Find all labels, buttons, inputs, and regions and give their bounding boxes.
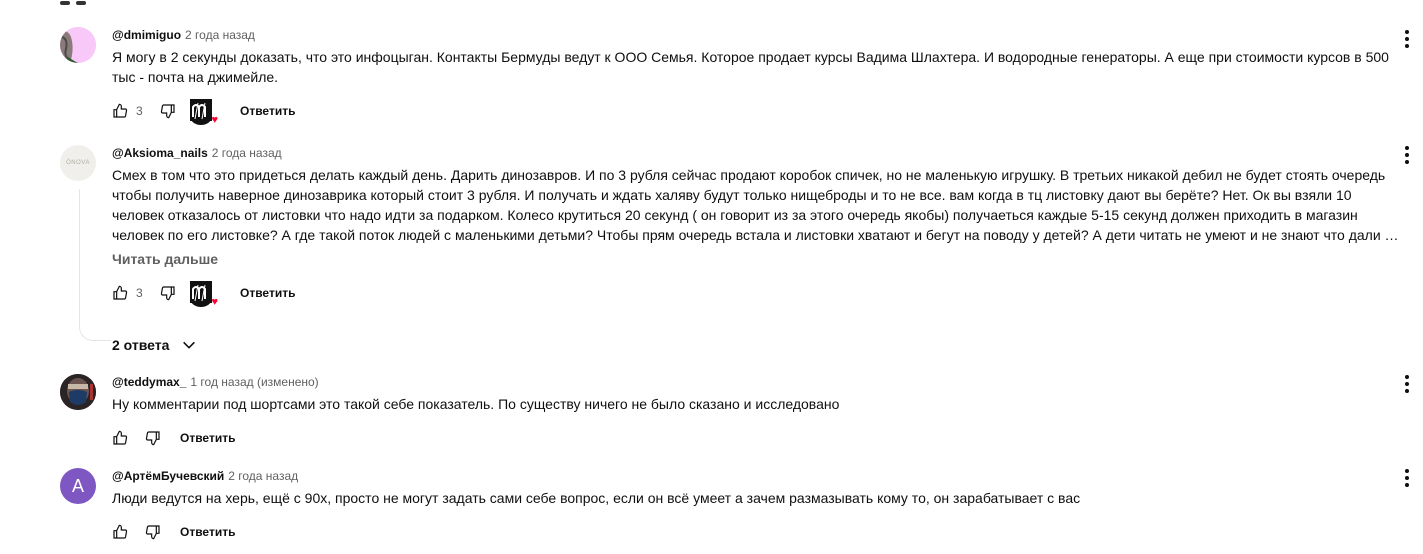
comment-text: Смех в том что это придеться делать каждый день. Дарить динозавров. И по 3 рубля сейчас продают коробок спичек, но не маленькую игрушку. В третьих никакой дебил не будет стоять очередь чтобы получить наверное динозаврика который стоит 3 рубля. И получать и ждать халяву будут только нищеброды и то не все. вам когда в тц листовку дают вы берёте? Нет. Ок вы взяли 10 человек отказалось от листовки что надо идти за подарком. Колесо крутиться 20 секунд ( он говорит из за этого очередь якобы) получаеться каждые 5-15 секунд должен приходить в магазин человек по его листовке? А где такой поток людей с маленькими детьми? Чтобы прям очередь встала и листовки хватают и бегут на поводу у детей? А дети читать не умеют и не знают что дали … <box>112 167 1399 243</box>
thumbs-down-icon <box>145 430 161 446</box>
comment-text: Ну комментарии под шортсами это такой себе показатель. По существу ничего не было сказано и исследовано <box>112 396 840 412</box>
like-button[interactable] <box>112 103 128 119</box>
comment-timestamp[interactable]: 1 год назад (изменено) <box>190 375 319 389</box>
thumbs-up-icon <box>112 103 128 119</box>
thumbs-up-icon <box>112 285 128 301</box>
comment-thread <box>60 145 1423 355</box>
reply-button[interactable]: Ответить <box>240 286 296 300</box>
dislike-button[interactable] <box>145 524 161 540</box>
avatar-logo-text: ÓNOVA <box>66 160 90 166</box>
avatar[interactable] <box>60 374 96 410</box>
creator-avatar <box>190 108 212 125</box>
more-vert-icon <box>1405 375 1409 379</box>
thumbs-up-icon <box>112 524 128 540</box>
thumbs-down-icon <box>160 285 176 301</box>
creator-heart-badge <box>190 281 218 308</box>
comment-thread <box>60 374 1423 454</box>
replies-count-label: 2 ответа <box>112 337 170 353</box>
more-vert-icon <box>1405 146 1409 150</box>
reply-button[interactable]: Ответить <box>240 104 296 118</box>
comment-author[interactable]: @dmimiguo <box>112 28 182 42</box>
comment-text: Я могу в 2 секунды доказать, что это инфоцыган. Контакты Бермуды ведут к ООО Семья. Которое продает курсы Вадима Шлахтера. И водородные генераторы. А еще при стоимости курсов в 500 тыс - почта на джимейле. <box>112 49 1389 85</box>
like-count: 3 <box>136 286 143 300</box>
thumbs-down-icon <box>160 103 176 119</box>
comment-thread <box>60 468 1423 548</box>
heart-icon: ♥ <box>211 296 218 308</box>
chevron-down-icon <box>181 337 197 353</box>
creator-heart-badge <box>190 99 218 126</box>
like-button[interactable] <box>112 285 128 301</box>
comment-author[interactable]: @Aksioma_nails <box>112 146 208 160</box>
comment-actions <box>112 520 1401 544</box>
reply-button[interactable]: Ответить <box>180 525 236 539</box>
reply-button[interactable]: Ответить <box>180 431 236 445</box>
thumbs-down-icon <box>145 524 161 540</box>
more-vert-icon <box>1405 30 1409 34</box>
comment-timestamp[interactable]: 2 года назад <box>228 469 299 483</box>
more-actions-button[interactable] <box>1399 27 1415 51</box>
like-button[interactable] <box>112 430 128 446</box>
thumbs-up-icon <box>112 430 128 446</box>
like-button[interactable] <box>112 524 128 540</box>
comment-timestamp[interactable]: 2 года назад <box>185 28 255 42</box>
avatar[interactable] <box>60 27 96 63</box>
truncated-header-fragment <box>60 0 120 2</box>
heart-icon: ♥ <box>211 114 218 126</box>
dislike-button[interactable] <box>145 430 161 446</box>
dislike-button[interactable] <box>160 285 176 301</box>
comment-thread <box>60 27 1423 127</box>
creator-avatar <box>190 290 212 307</box>
comment-timestamp[interactable]: 2 года назад <box>211 146 282 160</box>
more-actions-button[interactable] <box>1399 143 1415 167</box>
like-count: 3 <box>136 104 143 118</box>
show-replies-button[interactable] <box>112 335 197 355</box>
comment-actions <box>112 281 1401 308</box>
profile-photo-icon <box>60 27 96 63</box>
more-vert-icon <box>1405 469 1409 473</box>
comment-author[interactable]: @teddymax_ <box>112 375 187 389</box>
read-more-button[interactable]: Читать дальше <box>112 251 219 267</box>
avatar[interactable] <box>60 468 96 504</box>
comment-actions <box>112 426 1401 450</box>
thread-connector-line <box>79 189 111 341</box>
avatar[interactable] <box>60 145 96 181</box>
profile-photo-icon <box>60 374 96 410</box>
comment-actions <box>112 99 1401 126</box>
comment-author[interactable]: @АртёмБучевский <box>112 469 225 483</box>
comment-text: Люди ведутся на херь, ещё с 90х, просто не могут задать сами себе вопрос, если он всё умеет а зачем размазывать кому то, он зарабатывает с вас <box>112 490 1081 506</box>
more-actions-button[interactable] <box>1399 466 1415 490</box>
avatar-letter: А <box>71 475 84 496</box>
dislike-button[interactable] <box>160 103 176 119</box>
more-actions-button[interactable] <box>1399 372 1415 396</box>
